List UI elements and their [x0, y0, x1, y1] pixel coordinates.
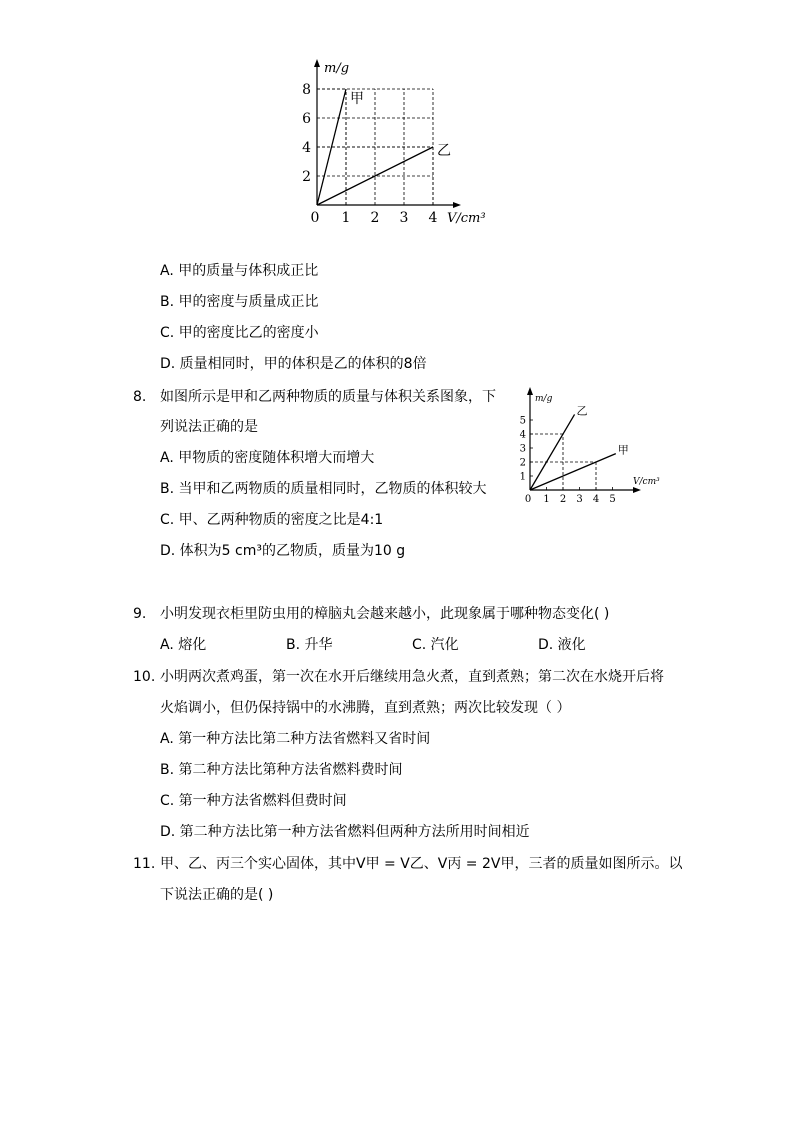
chart-grid [530, 434, 596, 490]
chart-grid [317, 89, 433, 205]
q7-option-d: D. 质量相同时，甲的体积是乙的体积的8倍 [160, 356, 427, 372]
series-line-1 [530, 454, 616, 490]
y-tick-label: 6 [302, 110, 311, 127]
q10-stem-line2: 火焰调小，但仍保持锅中的水沸腾，直到煮熟；两次比较发现（ ） [160, 700, 571, 716]
chart-axis-labels [535, 394, 660, 487]
q11-stem-line1: 甲、乙、丙三个实心固体，其中V甲 = V乙、V丙 = 2V甲，三者的质量如图所示。以 [160, 856, 683, 872]
q11-stem-line2: 下说法正确的是( ) [160, 887, 274, 903]
y-tick-label: 3 [519, 443, 526, 455]
y-axis-label: m/g [324, 61, 350, 76]
q10-option-c: C. 第一种方法省燃料但费时间 [160, 793, 347, 809]
x-axis-label: V/cm³ [633, 477, 660, 487]
series-label-0: 乙 [576, 404, 588, 418]
x-tick-label: 4 [428, 210, 438, 226]
q9-option-a: A. 熔化 [160, 637, 207, 653]
q10-option-b: B. 第二种方法比第种方法省燃料费时间 [160, 762, 403, 778]
y-axis-label: m/g [535, 394, 553, 404]
q8-stem-line2: 列说法正确的是 [160, 419, 258, 435]
mass-volume-chart-top [300, 55, 500, 230]
x-axis-arrow [633, 487, 641, 493]
y-tick-label: 2 [302, 168, 311, 185]
y-tick-label: 8 [302, 81, 311, 98]
y-tick-label: 2 [519, 457, 526, 469]
q10-stem-line1: 小明两次煮鸡蛋，第一次在水开后继续用急火煮，直到煮熟；第二次在水烧开后将 [160, 669, 664, 685]
x-tick-label: 3 [576, 494, 583, 505]
chart-axis-labels [324, 61, 486, 226]
chart-axes [314, 59, 461, 208]
y-axis-arrow [314, 59, 320, 67]
x-tick-label: 2 [370, 210, 380, 226]
y-tick-label: 1 [519, 471, 526, 483]
series-label-0: 甲 [350, 91, 364, 107]
y-tick-label: 4 [519, 429, 526, 441]
x-tick-label: 3 [399, 210, 409, 226]
q9-option-c: C. 汽化 [412, 637, 459, 653]
x-tick-label: 4 [592, 494, 600, 505]
q9-option-b: B. 升华 [286, 637, 333, 653]
x-tick-label: 5 [609, 494, 616, 505]
q9-option-d: D. 液化 [538, 637, 586, 653]
q10-option-d: D. 第二种方法比第一种方法省燃料但两种方法所用时间相近 [160, 824, 530, 840]
q8-option-b: B. 当甲和乙两物质的质量相同时，乙物质的体积较大 [160, 481, 487, 497]
q11-number: 11. [133, 856, 156, 872]
q7-option-a: A. 甲的质量与体积成正比 [160, 263, 319, 279]
q9-stem: 小明发现衣柜里防虫用的樟脑丸会越来越小，此现象属于哪种物态变化( ) [160, 606, 610, 622]
chart-tick-labels [302, 82, 437, 226]
series-label-1: 乙 [437, 143, 451, 159]
mass-volume-chart-q8 [505, 385, 665, 507]
q8-number: 8. [133, 389, 147, 405]
q7-option-c: C. 甲的密度比乙的密度小 [160, 325, 319, 341]
x-tick-label: 0 [310, 210, 320, 226]
series-line-0 [530, 414, 575, 490]
y-tick-label: 5 [519, 415, 526, 427]
series-line-0 [317, 89, 346, 205]
x-tick-label: 1 [341, 210, 351, 226]
y-axis-arrow [527, 387, 533, 395]
x-tick-label: 2 [559, 494, 567, 505]
q8-option-c: C. 甲、乙两种物质的密度之比是4:1 [160, 512, 384, 528]
q8-option-d: D. 体积为5 cm³的乙物质，质量为10 g [160, 543, 406, 559]
x-axis-arrow [453, 202, 461, 208]
x-axis-label: V/cm³ [447, 211, 486, 226]
q10-number: 10. [133, 669, 156, 685]
q7-option-b: B. 甲的密度与质量成正比 [160, 294, 319, 310]
q8-option-a: A. 甲物质的密度随体积增大而增大 [160, 450, 375, 466]
x-tick-label: 1 [543, 494, 550, 505]
q8-stem-line1: 如图所示是甲和乙两种物质的质量与体积关系图象，下 [160, 389, 496, 405]
q9-number: 9. [133, 606, 147, 622]
series-label-1: 甲 [617, 443, 629, 457]
y-tick-label: 4 [302, 139, 311, 156]
x-tick-label: 0 [524, 494, 532, 505]
chart-series [530, 404, 629, 490]
q10-option-a: A. 第一种方法比第二种方法省燃料又省时间 [160, 731, 431, 747]
